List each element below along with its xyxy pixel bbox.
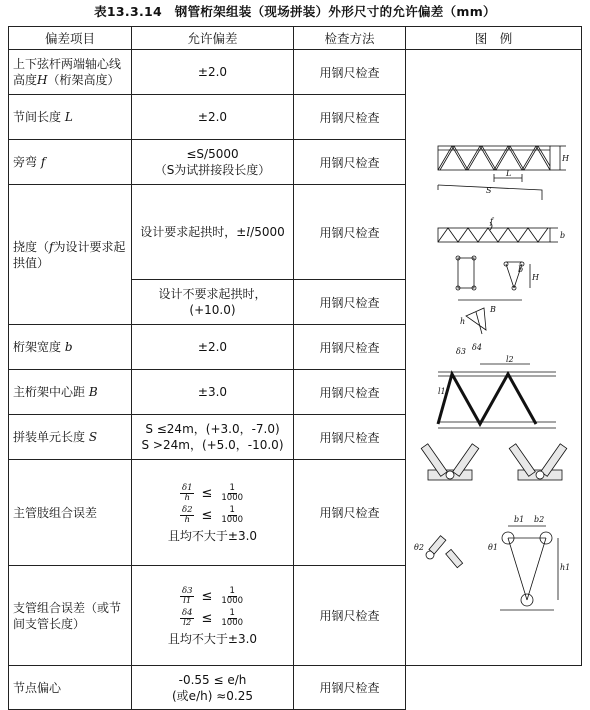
table-row xyxy=(9,666,582,710)
tolerance-var: l xyxy=(246,225,251,239)
tolerance-text: 设计要求起拱时，± xyxy=(140,225,247,239)
method-cell: 用钢尺检查 xyxy=(294,95,406,140)
tolerance-text: /5000 xyxy=(250,225,285,239)
tolerance-cell: ±2.0 xyxy=(132,325,294,370)
tolerance-table xyxy=(8,26,582,710)
label-l2: l2 xyxy=(506,355,514,364)
method-cell: 用钢尺检查 xyxy=(294,140,406,185)
item-cell xyxy=(9,185,132,325)
tolerance-cell xyxy=(132,666,294,710)
fraction-numerator: 1 xyxy=(229,586,235,596)
fraction-numerator: δ4 xyxy=(181,608,193,618)
label-h1: h1 xyxy=(560,563,571,572)
figure-cell xyxy=(406,50,582,666)
tolerance-cell: ±2.0 xyxy=(132,95,294,140)
tolerance-cell xyxy=(132,460,294,566)
formula-row xyxy=(136,609,289,628)
label-t2: θ2 xyxy=(414,543,424,552)
item-text: 为设计要求起拱值） xyxy=(13,239,126,270)
fraction-denominator: 1000 xyxy=(221,515,244,525)
tolerance-line: 且均不大于±3.0 xyxy=(167,632,258,646)
relation-sign: ≤ xyxy=(201,485,213,501)
item-cell xyxy=(9,95,132,140)
label-f: f xyxy=(490,217,493,226)
tolerance-line: 且均不大于±3.0 xyxy=(167,529,258,543)
item-var: H xyxy=(37,73,48,87)
tolerance-line: ≤S/5000 xyxy=(186,147,239,161)
label-L: L xyxy=(506,169,512,178)
fraction xyxy=(219,609,245,628)
item-var: S xyxy=(88,430,98,444)
label-H: H xyxy=(562,154,569,163)
label-d4: δ4 xyxy=(472,343,482,352)
fraction xyxy=(180,506,195,525)
truss-elevation-diagram xyxy=(438,146,566,200)
item-cell: 节点偏心 xyxy=(9,666,132,710)
item-text: 旁弯 xyxy=(13,155,38,169)
method-cell: 用钢尺检查 xyxy=(294,185,406,280)
col-header-method: 检查方法 xyxy=(294,27,406,50)
item-text: （桁架高度） xyxy=(47,73,120,87)
item-text: 主桁架中心距 xyxy=(13,385,86,399)
tolerance-cell xyxy=(132,140,294,185)
method-cell: 用钢尺检查 xyxy=(294,50,406,95)
method-cell: 用钢尺检查 xyxy=(294,280,406,325)
method-cell: 用钢尺检查 xyxy=(294,666,406,710)
fraction xyxy=(219,484,245,503)
label-h: h xyxy=(460,317,466,326)
fraction-numerator: 1 xyxy=(229,505,235,515)
formula-row xyxy=(136,484,289,503)
item-cell: 支管组合误差（或节间支管长度） xyxy=(9,566,132,666)
fraction xyxy=(180,609,195,628)
item-var: f xyxy=(40,155,46,169)
item-var: b xyxy=(64,340,73,354)
item-cell xyxy=(9,370,132,415)
method-cell: 用钢尺检查 xyxy=(294,370,406,415)
item-text: 桁架宽度 xyxy=(13,340,62,354)
item-var: L xyxy=(64,110,73,124)
formula-row xyxy=(136,506,289,525)
tolerance-line: S ≤24m，(+3.0，-7.0) xyxy=(145,422,280,436)
item-cell xyxy=(9,415,132,460)
fraction xyxy=(180,587,195,606)
item-cell xyxy=(9,140,132,185)
label-B: B xyxy=(490,305,496,314)
item-text: 节间长度 xyxy=(13,110,62,124)
tolerance-cell: ±2.0 xyxy=(132,50,294,95)
fraction xyxy=(219,587,245,606)
label-H2: H xyxy=(532,273,539,282)
col-header-tolerance: 允许偏差 xyxy=(132,27,294,50)
formula-row xyxy=(136,587,289,606)
tolerance-line: -0.55 ≤ e/h xyxy=(178,672,247,687)
fraction-denominator: 1000 xyxy=(221,493,244,503)
truss-plan-diagram xyxy=(438,222,558,242)
item-cell xyxy=(9,325,132,370)
fraction-denominator: h xyxy=(184,515,190,525)
fraction-numerator: δ2 xyxy=(181,505,193,515)
label-d3: δ3 xyxy=(456,347,466,356)
fraction-numerator: 1 xyxy=(229,608,235,618)
label-b2-joint: b2 xyxy=(534,515,545,524)
table-title: 表13.3.14 钢管桁架组装（现场拼装）外形尺寸的允许偏差（mm） xyxy=(94,4,496,19)
fraction xyxy=(219,506,245,525)
relation-sign: ≤ xyxy=(201,588,213,604)
tolerance-cell xyxy=(132,566,294,666)
col-header-item: 偏差项目 xyxy=(9,27,132,50)
tolerance-cell: ±3.0 xyxy=(132,370,294,415)
tolerance-cell xyxy=(132,185,294,280)
label-S: S xyxy=(486,186,492,195)
item-text: 拼装单元长度 xyxy=(13,430,86,444)
item-text: 挠度（ xyxy=(13,239,50,254)
tube-truss-diagram xyxy=(438,364,556,428)
fraction-denominator: 1000 xyxy=(221,596,244,606)
table-row xyxy=(9,50,582,95)
item-cell: 主管肢组合误差 xyxy=(9,460,132,566)
tolerance-line: (或e/h) ≈0.25 xyxy=(172,688,253,703)
relation-sign: ≤ xyxy=(201,507,213,523)
item-text: 上下弦杆两端轴心线高度 xyxy=(13,57,122,87)
item-var: B xyxy=(88,385,98,399)
col-header-figure: 图 例 xyxy=(406,27,582,50)
fraction-denominator: l2 xyxy=(183,618,192,628)
fraction-denominator: 1000 xyxy=(221,618,244,628)
fraction xyxy=(180,484,195,503)
fraction-numerator: δ3 xyxy=(181,586,193,596)
tube-section-diagram xyxy=(500,526,558,610)
method-cell: 用钢尺检查 xyxy=(294,415,406,460)
fraction-denominator: h xyxy=(184,493,190,503)
label-t1: θ1 xyxy=(488,543,498,552)
label-b: b xyxy=(560,231,566,240)
item-var: f xyxy=(49,239,54,254)
tolerance-cell: 设计不要求起拱时，(+10.0) xyxy=(132,280,294,325)
label-l1: l1 xyxy=(438,387,446,396)
illustration-svg xyxy=(410,50,586,662)
item-cell xyxy=(9,50,132,95)
label-b1: b1 xyxy=(514,515,525,524)
header-row xyxy=(9,27,582,50)
method-cell: 用钢尺检查 xyxy=(294,325,406,370)
fraction-numerator: δ1 xyxy=(181,483,193,493)
tolerance-line: S >24m，(+5.0，-10.0) xyxy=(141,438,284,452)
method-cell: 用钢尺检查 xyxy=(294,460,406,566)
tolerance-line: （S为试拼接段长度） xyxy=(154,163,271,177)
fraction-denominator: l1 xyxy=(183,596,192,606)
relation-sign: ≤ xyxy=(201,610,213,626)
fraction-numerator: 1 xyxy=(229,483,235,493)
tolerance-cell xyxy=(132,415,294,460)
method-cell: 用钢尺检查 xyxy=(294,566,406,666)
label-b2: b xyxy=(518,265,524,274)
